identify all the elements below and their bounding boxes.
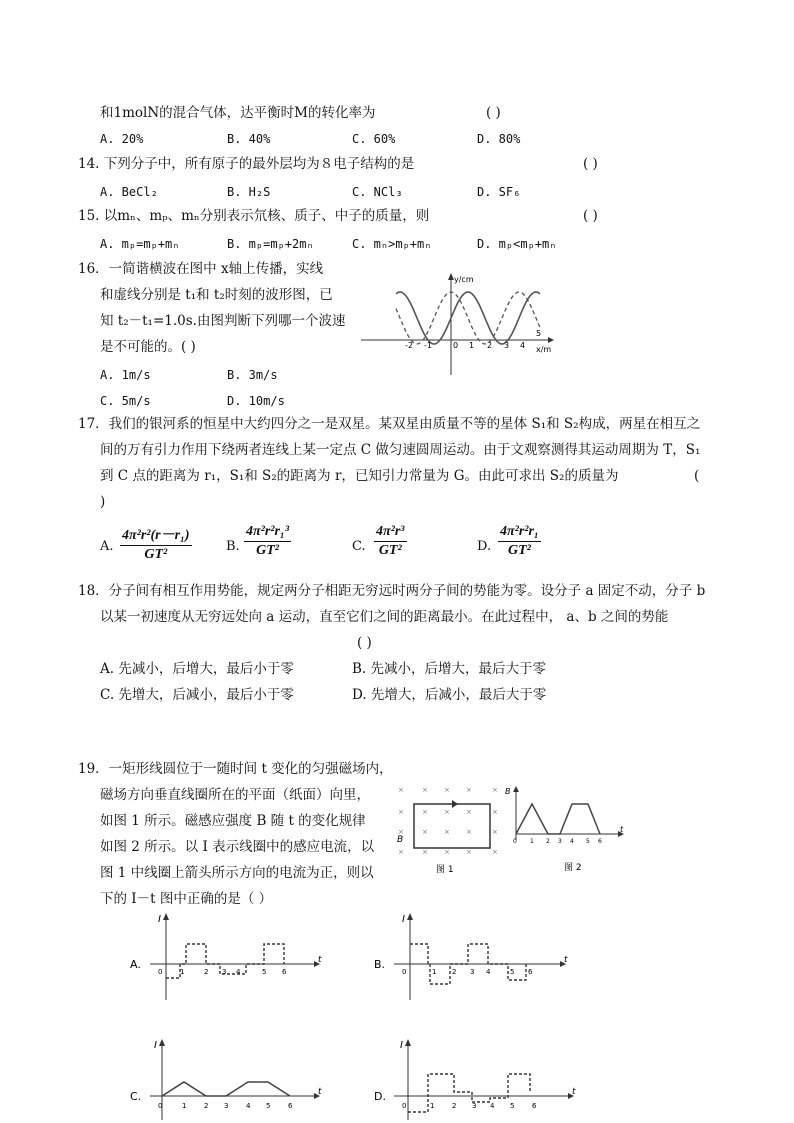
q19-option-d-label: D. (374, 1090, 386, 1103)
q19-option-b-tick: 5 (510, 968, 515, 976)
q19-option-d-i-label: I (400, 1040, 403, 1051)
q17-option-a-label: A. (100, 539, 114, 554)
q16-tick: -1 (424, 341, 432, 350)
q19-option-a-tick: 5 (262, 968, 267, 976)
q19-fig2-y-label: B (505, 787, 511, 796)
q19-option-a-tick: 1 (180, 968, 185, 976)
q19-option-a-origin: 0 (158, 968, 163, 976)
q17-line-3: 到 C 点的距离为 r₁，S₁和 S₂的距离为 r，已知引力常量为 G。由此可求出 S₂的质量为 (100, 468, 619, 484)
q16-tick: 4 (520, 341, 526, 350)
q19-option-c-i-label: I (154, 1040, 157, 1051)
q16-tick: 5 (536, 329, 542, 338)
q14-option-a: A. BeCl₂ (100, 185, 158, 199)
q15-option-d: D. mₚ<mₚ+mₙ (477, 237, 557, 251)
q19-fig2-tick: 3 (558, 838, 562, 845)
q15-option-a: A. mₚ=mₚ+mₙ (100, 237, 180, 251)
field-cross-icon: × (422, 848, 428, 856)
q17-option-c-label: C. (352, 539, 366, 554)
q13-option-d: D. 80% (477, 132, 521, 146)
q17-option-b-denominator: GT² (256, 543, 279, 558)
q19-line-5: 图 1 中线圈上箭头所示方向的电流为正，则以 (100, 865, 374, 881)
q19-option-c-origin: 0 (158, 1102, 163, 1110)
q16-tick: 1 (469, 341, 475, 350)
q19-fig1-caption: 图 1 (436, 865, 454, 875)
q17-option-a-denominator: GT² (144, 547, 168, 562)
q19-option-c-label: C. (130, 1090, 142, 1103)
q13-stem: 和1molN的混合气体，达平衡时M的转化率为 (100, 105, 376, 121)
q19-option-d-origin: 0 (402, 1102, 407, 1110)
q17-line-2: 间的万有引力作用下绕两者连线上某一定点 C 做匀速圆周运动。由于文观察测得其运动周期为 T，S₁ (100, 442, 701, 458)
q19-option-c-tick: 1 (182, 1102, 187, 1110)
q17-option-c-numerator: 4π²r³ (374, 524, 407, 542)
q19-option-c-tick: 5 (266, 1102, 271, 1110)
q16-line-1: 16．一简谐横波在图中 x轴上传播，实线 (78, 261, 324, 277)
q19-option-b-tick: 6 (528, 968, 533, 976)
q16-wave-graph (356, 270, 556, 380)
q15-stem: 15. 以mₙ、mₚ、mₙ分别表示氘核、质子、中子的质量，则 (78, 208, 430, 224)
field-cross-icon: × (398, 808, 404, 816)
q19-option-c-tick: 4 (246, 1102, 251, 1110)
field-cross-icon: × (444, 786, 450, 794)
q16-tick: 2 (487, 341, 493, 350)
q13-option-b: B. 40% (227, 132, 271, 146)
q19-option-a-tick: 3 (222, 968, 227, 976)
field-cross-icon: × (492, 786, 498, 794)
q19-fig1-b-label: B (397, 835, 404, 845)
q19-option-c-tick: 3 (224, 1102, 229, 1110)
q19-line-2: 磁场方向垂直线圈所在的平面（纸面）向里， (100, 787, 370, 803)
q18-line-1: 18．分子间有相互作用势能，规定两分子相距无穷远时两分子间的势能为零。设分子 a 固定不动，分子 b (78, 583, 706, 599)
q19-line-6: 下的 I－t 图中正确的是（ ） (100, 891, 273, 907)
q16-line-2: 和虚线分别是 t₁和 t₂时刻的波形图，已 (100, 287, 333, 303)
q15-answer-paren: ( ) (583, 208, 598, 224)
field-cross-icon: × (422, 828, 428, 836)
q19-option-a-tick: 2 (204, 968, 209, 976)
field-cross-icon: × (398, 828, 404, 836)
q19-option-a-t-label: t (318, 955, 322, 965)
q17-option-b-numerator: 4π²r²r₁³ (244, 524, 291, 542)
q19-line-4: 如图 2 所示。以 I 表示线圈中的感应电流，以 (100, 839, 375, 855)
q17-option-d-label: D. (477, 539, 492, 554)
q19-figure-2 (504, 784, 628, 876)
q17-paren-open: ( (694, 468, 700, 484)
q14-option-c: C. NCl₃ (352, 185, 403, 199)
field-cross-icon: × (444, 808, 450, 816)
q19-option-c-tick: 2 (204, 1102, 209, 1110)
q19-option-d-tick: 1 (430, 1102, 435, 1110)
q17-option-c-denominator: GT² (378, 543, 402, 558)
q19-option-b-tick: 4 (486, 968, 491, 976)
q19-option-b-t-label: t (564, 955, 568, 965)
q19-option-b-tick: 1 (432, 968, 437, 976)
q19-fig2-tick: 2 (546, 838, 550, 845)
q13-option-a: A. 20% (100, 132, 144, 146)
q16-option-c: C. 5m/s (100, 394, 151, 408)
q19-fig2-tick: 4 (570, 838, 574, 845)
q16-y-label: y/cm (454, 275, 474, 284)
q19-option-d-tick: 6 (532, 1102, 537, 1110)
q18-option-d: D. 先增大，后减小，最后大于零 (352, 687, 547, 703)
field-cross-icon: × (466, 828, 472, 836)
q17-option-b-formula (244, 524, 291, 559)
field-cross-icon: × (466, 786, 472, 794)
q19-fig2-tick: 1 (530, 838, 534, 845)
q16-option-a: A. 1m/s (100, 368, 151, 382)
q19-fig2-caption: 图 2 (564, 863, 582, 873)
q19-figure-1 (392, 782, 500, 878)
q17-option-d-denominator: GT² (507, 543, 531, 558)
q19-option-d-tick: 2 (452, 1102, 457, 1110)
q13-option-c: C. 60% (352, 132, 396, 146)
q16-line-4: 是不可能的。( ) (100, 339, 196, 355)
q16-x-label: x/m (536, 345, 552, 354)
q19-option-a-graph (128, 908, 328, 1008)
q19-option-a-i-label: I (158, 914, 161, 925)
q19-option-a-tick: 6 (282, 968, 287, 976)
q19-option-d-tick: 3 (472, 1102, 477, 1110)
q19-line-3: 如图 1 所示。磁感应强度 B 随 t 的变化规律 (100, 813, 366, 829)
field-cross-icon: × (398, 848, 404, 856)
q19-fig2-tick: 5 (586, 838, 590, 845)
q19-option-d-graph (372, 1036, 582, 1122)
q18-line-2: 以某一初速度从无穷远处向 a 运动，直至它们之间的距离最小。在此过程中， a、b 之间的势能 (100, 609, 669, 625)
q14-answer-paren: ( ) (583, 156, 598, 172)
field-cross-icon: × (444, 828, 450, 836)
q16-option-d: D. 10m/s (227, 394, 285, 408)
q19-option-a-label: A. (130, 958, 141, 971)
q17-option-a-numerator: 4π²r²(r－r₁) (120, 524, 192, 546)
q16-tick: 3 (504, 341, 510, 350)
q18-answer-paren: ( ) (357, 635, 372, 651)
field-cross-icon: × (466, 848, 472, 856)
q19-option-d-tick: 5 (510, 1102, 515, 1110)
q16-line-3: 知 t₂－t₁=1.0s.由图判断下列哪一个波速 (100, 313, 346, 329)
q19-option-d-tick: 4 (490, 1102, 495, 1110)
q17-option-d-formula (498, 524, 541, 559)
q19-option-b-graph (372, 908, 572, 1008)
q19-option-d-t-label: t (572, 1087, 576, 1097)
q17-option-d-numerator: 4π²r²r₁ (498, 524, 541, 542)
field-cross-icon: × (492, 848, 498, 856)
q14-option-d: D. SF₆ (477, 185, 521, 199)
q19-option-b-origin: 0 (402, 968, 407, 976)
q19-option-a-tick: 4 (236, 968, 241, 976)
q14-option-b: B. H₂S (227, 185, 271, 199)
q19-option-b-i-label: I (402, 914, 405, 925)
field-cross-icon: × (422, 808, 428, 816)
field-cross-icon: × (466, 808, 472, 816)
q16-option-b: B. 3m/s (227, 368, 278, 382)
field-cross-icon: × (444, 848, 450, 856)
q17-line-1: 17．我们的银河系的恒星中大约四分之一是双星。某双星由质量不等的星体 S₁和 S₂构成，两星在相互之 (78, 416, 701, 432)
q19-option-b-tick: 2 (452, 968, 457, 976)
q19-option-c-graph (128, 1036, 328, 1122)
q17-option-a-formula (120, 524, 192, 563)
q19-fig2-t-label: t (620, 825, 624, 834)
q16-tick: 0 (453, 341, 459, 350)
q19-option-c-t-label: t (318, 1087, 322, 1097)
q15-option-c: C. mₙ>mₚ+mₙ (352, 237, 432, 251)
field-cross-icon: × (398, 786, 404, 794)
q15-option-b: B. mₚ=mₚ+2mₙ (227, 237, 314, 251)
q19-option-b-label: B. (374, 958, 386, 971)
q18-option-c: C. 先增大，后减小，最后小于零 (100, 687, 294, 703)
q19-option-c-tick: 6 (288, 1102, 293, 1110)
q19-option-b-tick: 3 (470, 968, 475, 976)
q16-tick: -2 (405, 341, 413, 350)
field-cross-icon: × (492, 828, 498, 836)
q18-option-b: B. 先减小，后增大，最后大于零 (352, 661, 547, 677)
q17-paren-close: ) (100, 494, 106, 510)
q19-fig2-tick: 6 (598, 838, 602, 845)
q19-fig2-origin: 0 (513, 838, 517, 845)
q14-stem: 14. 下列分子中，所有原子的最外层均为８电子结构的是 (78, 156, 415, 172)
q17-option-b-label: B. (226, 539, 240, 554)
field-cross-icon: × (492, 808, 498, 816)
field-cross-icon: × (422, 786, 428, 794)
q13-answer-paren: ( ) (486, 105, 501, 121)
q18-option-a: A. 先减小，后增大，最后小于零 (100, 661, 294, 677)
q19-line-1: 19．一矩形线圆位于一随时间 t 变化的匀强磁场内， (78, 761, 393, 777)
q17-option-c-formula (374, 524, 407, 559)
